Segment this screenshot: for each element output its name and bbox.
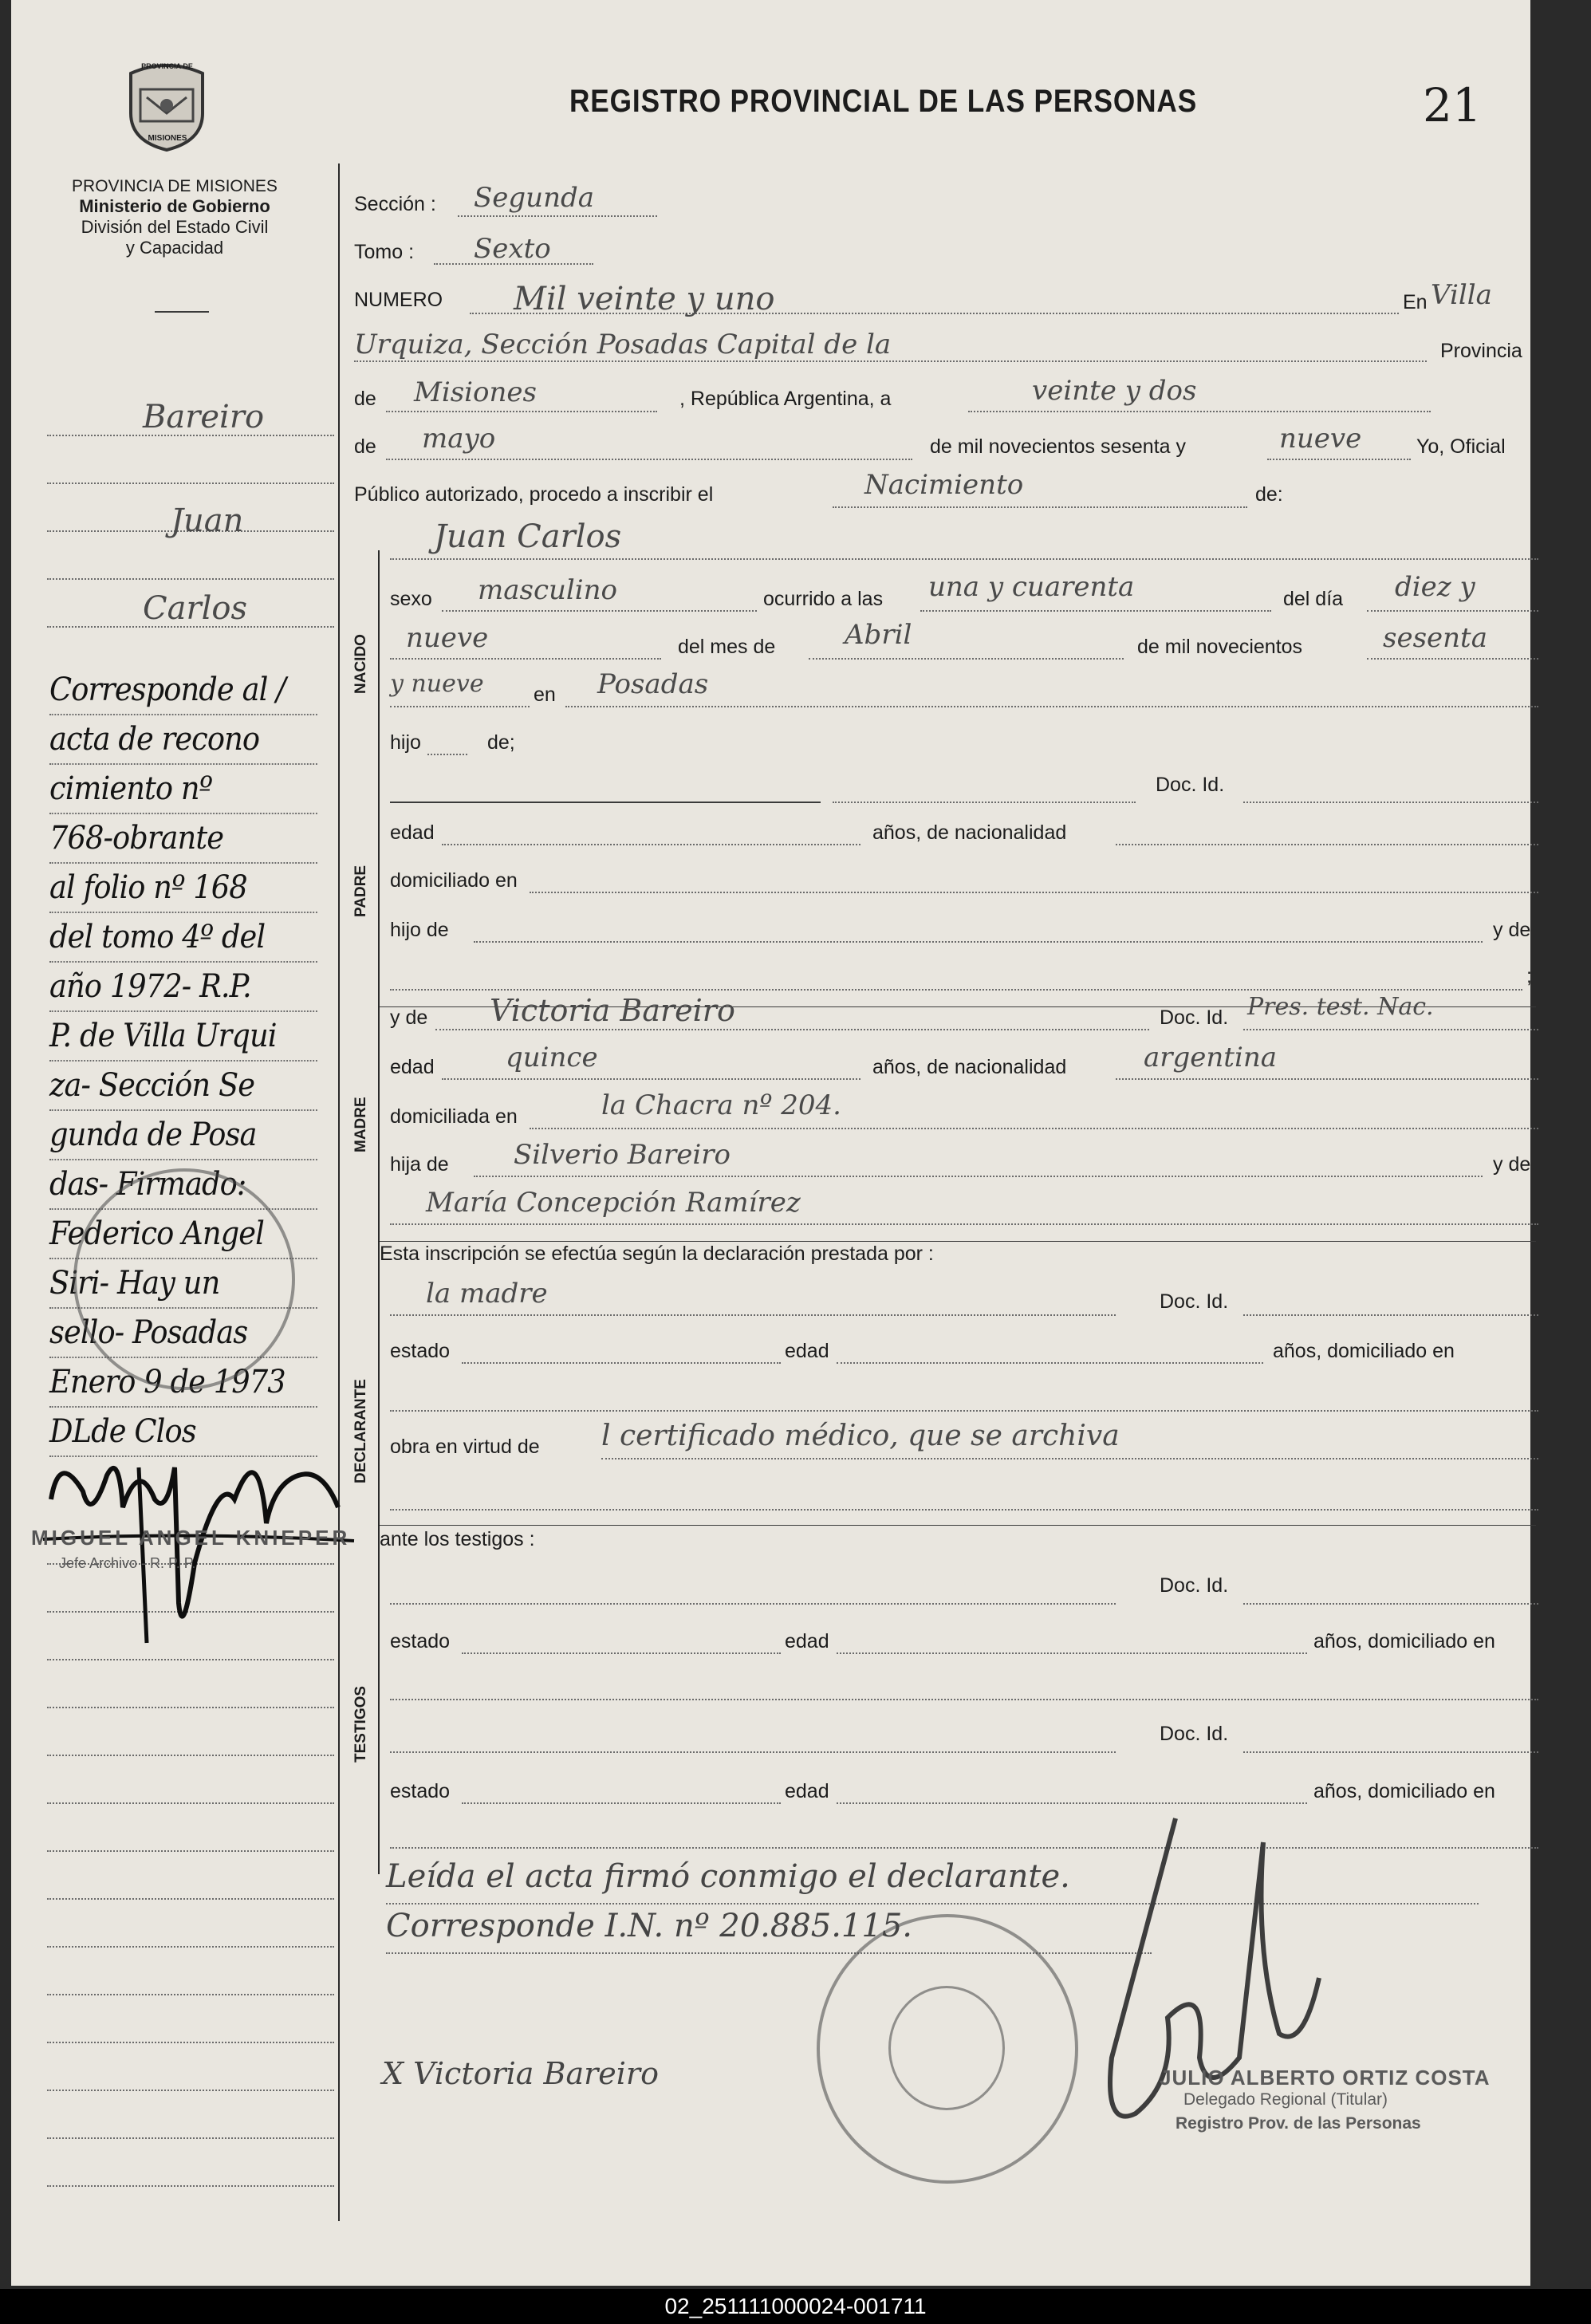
testigo1-estado-dots (462, 1652, 781, 1654)
left-header-line4: y Capacidad (125, 238, 224, 258)
padre-doc-dots (1243, 802, 1538, 803)
margin-annotation-line: Federico Angel (49, 1210, 317, 1259)
madre-dom-dots (530, 1128, 1538, 1129)
dia-nac-value-1: diez y (1395, 571, 1475, 603)
madre-madre-value: María Concepción Ramírez (426, 1187, 801, 1219)
seccion-label: Sección : (354, 193, 436, 215)
testigo1-dom-dots (390, 1699, 1538, 1700)
seccion-value: Segunda (474, 182, 595, 214)
ocurrido-label: ocurrido a las (763, 588, 884, 610)
testigo1-doc-label: Doc. Id. (1160, 1574, 1229, 1597)
testigo2-estado-dots (462, 1802, 781, 1804)
margin-surname: Bareiro (143, 399, 265, 435)
margin-stamp-title: Jefe Archivo - R. P. P. (59, 1555, 196, 1571)
madre-nombre-dots (435, 1029, 1149, 1030)
margin-annotation-line: gunda de Posa (49, 1111, 317, 1160)
testigo2-anios-label: años, domiciliado en (1313, 1780, 1495, 1802)
numero-value: Mil veinte y uno (514, 281, 775, 317)
mes-dots (386, 459, 912, 460)
margin-rule (47, 1898, 334, 1900)
declarante-edad-label: edad (785, 1340, 829, 1362)
testigos-ante-label: ante los testigos : (380, 1528, 535, 1550)
nombre-dots (390, 558, 1538, 560)
madre-rule (380, 1241, 1536, 1242)
provincia-dots (386, 411, 657, 412)
mes-nac-dots (809, 658, 1124, 660)
official-stamp-line3: Registro Prov. de las Personas (1176, 2114, 1421, 2133)
margin-annotation-line: al folio nº 168 (49, 864, 317, 913)
padre-hijo-de-label: hijo de (390, 919, 449, 941)
declarante-intro: Esta inscripción se efectúa según la declaración prestada por : (380, 1243, 934, 1265)
madre-hija-de-label: hija de (390, 1153, 449, 1176)
madre-doc-value: Pres. test. Nac. (1247, 993, 1434, 1021)
en-label: En (1403, 291, 1428, 313)
declarante-nombre-dots (390, 1314, 1116, 1316)
margin-rule (47, 483, 334, 484)
provincia-label: Provincia (1440, 340, 1522, 362)
madre-nac-dots (1116, 1078, 1538, 1080)
emblem-top-text: PROVINCIA DE (141, 62, 193, 70)
del-mes-label: del mes de (678, 636, 776, 658)
declarante-estado-label: estado (390, 1340, 451, 1362)
de-label-1: de (354, 388, 376, 410)
de-mil-nac-label: de mil novecientos (1137, 636, 1303, 658)
padre-y-de-label: y de (1493, 919, 1531, 941)
margin-annotation-line: del tomo 4º del (49, 913, 317, 963)
en-value-2: Urquiza, Sección Posadas Capital de la (354, 329, 892, 360)
declarante-anios-label: años, domiciliado en (1273, 1340, 1455, 1362)
testigo1-estado-label: estado (390, 1630, 451, 1652)
declarante-obra-value: l certificado médico, que se archiva (601, 1420, 1120, 1452)
declarante-doc-label: Doc. Id. (1160, 1290, 1229, 1313)
testigo2-doc-dots (1243, 1751, 1538, 1753)
margin-rule (47, 2042, 334, 2043)
margin-annotation-line: DLde Clos (49, 1408, 317, 1457)
anio-value: nueve (1279, 423, 1362, 455)
madre-y-de2-label: y de (1493, 1153, 1531, 1176)
closing-signature-x: X Victoria Bareiro (382, 2056, 659, 2091)
padre-y-de-dots (390, 989, 1522, 991)
margin-stamp-name: MIGUEL ANGEL KNIEPER (31, 1526, 351, 1550)
testigo1-nombre-dots (390, 1603, 1116, 1605)
madre-edad-label: edad (390, 1056, 435, 1078)
margin-rule (47, 1994, 334, 1995)
testigos-section-label: TESTIGOS (352, 1685, 369, 1763)
testigo1-edad-dots (837, 1652, 1307, 1654)
declarante-section-label: DECLARANTE (352, 1379, 369, 1483)
testigo2-dom-dots (390, 1847, 1538, 1849)
anio-nac-value-1: sesenta (1383, 622, 1487, 654)
en-value-1: Villa (1431, 279, 1492, 311)
testigo2-edad-label: edad (785, 1780, 829, 1802)
mes-value: mayo (422, 423, 496, 455)
padre-dom-dots (530, 892, 1538, 893)
de-label-2: de (354, 435, 376, 458)
padre-nac-dots (1116, 844, 1538, 845)
madre-madre-dots (390, 1223, 1538, 1225)
dia-dots (968, 411, 1431, 412)
hora-dots (920, 610, 1271, 612)
de-mil-label: de mil novecientos sesenta y (930, 435, 1187, 458)
acto-dots (833, 506, 1247, 508)
declarante-obra-label: obra en virtud de (390, 1436, 540, 1458)
margin-annotation-line: sello- Posadas (49, 1309, 317, 1358)
provincia-value: Misiones (414, 376, 537, 408)
margin-annotation-line: acta de recono (49, 715, 317, 765)
padre-section-label: PADRE (352, 865, 369, 917)
madre-doc-dots (1243, 1029, 1538, 1030)
testigo2-doc-label: Doc. Id. (1160, 1723, 1229, 1745)
padre-edad-label: edad (390, 821, 435, 844)
lugar-dots (354, 360, 1427, 362)
publico-label: Público autorizado, procedo a inscribir el (354, 483, 714, 506)
de2-label: de: (1255, 483, 1283, 506)
hora-value: una y cuarenta (928, 571, 1135, 603)
official-seal-inner (888, 1986, 1005, 2110)
document-title: REGISTRO PROVINCIAL DE LAS PERSONAS (569, 84, 1198, 119)
declarante-doc-dots (1243, 1314, 1538, 1316)
padre-domiciliado-label: domiciliado en (390, 869, 518, 892)
padre-nombre-dots (833, 802, 1136, 803)
nombre-value: Juan Carlos (434, 518, 622, 555)
republica-label: , República Argentina, a (679, 388, 892, 410)
lugar-nac-value: Posadas (597, 668, 709, 700)
seccion-dots (458, 215, 657, 217)
madre-domiciliada-label: domiciliada en (390, 1105, 518, 1128)
margin-annotation-line: Enero 9 de 1973 (49, 1358, 317, 1408)
province-emblem (123, 57, 211, 152)
padre-doc-label: Doc. Id. (1156, 774, 1225, 796)
declarante-obra-dots-2 (390, 1509, 1538, 1511)
nacido-section-label: NACIDO (352, 634, 369, 694)
official-stamp-line1: JULIO ALBERTO ORTIZ COSTA (1160, 2066, 1491, 2090)
declarante-edad-dots (837, 1362, 1263, 1364)
hijo-dots (427, 754, 467, 755)
lugar-nac-dots (565, 706, 1538, 707)
madre-hija-dots (474, 1176, 1483, 1177)
anio-dots (1267, 459, 1411, 460)
left-header-line2: Ministerio de Gobierno (79, 196, 270, 216)
margin-annotation-line: Corresponde al / (49, 666, 317, 715)
page-number: 21 (1423, 78, 1482, 132)
declarante-nombre-value: la madre (426, 1278, 548, 1310)
mes-nac-value: Abril (845, 619, 912, 651)
margin-name2: Carlos (143, 590, 247, 627)
margin-rule (47, 2090, 334, 2091)
tomo-value: Sexto (474, 233, 551, 265)
margin-rule (47, 2185, 334, 2187)
left-header-line3: División del Estado Civil (81, 217, 269, 237)
tomo-label: Tomo : (354, 241, 415, 263)
dia-nac-dots-2 (390, 658, 661, 660)
dia-nac-dots (1367, 610, 1538, 612)
testigo1-anios-label: años, domiciliado en (1313, 1630, 1495, 1652)
emblem-bottom-text: MISIONES (148, 134, 187, 143)
margin-rule (47, 1850, 334, 1852)
testigo1-edad-label: edad (785, 1630, 829, 1652)
margin-annotation-line: 768-obrante (49, 814, 317, 864)
left-header (11, 177, 338, 258)
hijo-label: hijo (390, 731, 421, 754)
left-header-line1: PROVINCIA DE MISIONES (72, 177, 278, 195)
declarante-rule (380, 1525, 1536, 1526)
closing-line1: Leída el acta firmó conmigo el declarante. (386, 1858, 1070, 1895)
madre-nacionalidad-value: argentina (1144, 1042, 1278, 1073)
margin-rule (47, 2137, 334, 2139)
certificate-page (11, 0, 1530, 2286)
sexo-dots (442, 610, 757, 612)
hijo-suffix: de; (487, 731, 515, 754)
testigo2-nombre-dots (390, 1751, 1116, 1753)
en-nac-label: en (534, 683, 556, 706)
madre-edad-value: quince (506, 1042, 598, 1073)
testigo2-estado-label: estado (390, 1780, 451, 1802)
madre-section-label: MADRE (352, 1097, 369, 1152)
margin-annotation-line: za- Sección Se (49, 1062, 317, 1111)
margin-seal (73, 1168, 295, 1390)
sexo-label: sexo (390, 588, 432, 610)
padre-anios-label: años, de nacionalidad (872, 821, 1067, 844)
margin-annotation-line: P. de Villa Urqui (49, 1012, 317, 1062)
dia-nac-value-2: nueve (406, 622, 489, 654)
margin-rule (47, 1755, 334, 1756)
numero-label: NUMERO (354, 289, 443, 311)
padre-hijo-dots (474, 941, 1483, 943)
anio-nac-value-2: y nueve (390, 670, 484, 698)
anio-nac-dots (1367, 658, 1538, 660)
dia-value: veinte y dos (1032, 375, 1197, 407)
margin-name1: Juan (171, 502, 244, 539)
testigo1-doc-dots (1243, 1603, 1538, 1605)
yo-label: Yo, Oficial (1416, 435, 1506, 458)
closing-line2: Corresponde I.N. nº 20.885.115. (386, 1908, 912, 1944)
madre-padre-value: Silverio Bareiro (514, 1139, 731, 1171)
declarante-obra-dots (601, 1458, 1538, 1459)
madre-domicilio-value: la Chacra nº 204. (601, 1089, 841, 1121)
margin-rule (47, 1802, 334, 1804)
padre-edad-dots (442, 844, 860, 845)
madre-y-de-label: y de (390, 1006, 428, 1029)
official-stamp-line2: Delegado Regional (Titular) (1183, 2090, 1388, 2109)
section-divider (378, 550, 380, 1874)
madre-edad-dots (442, 1078, 860, 1080)
nacido-rule (390, 802, 821, 803)
anio-nac-dots-2 (390, 706, 530, 707)
margin-rule (47, 1707, 334, 1708)
madre-doc-label: Doc. Id. (1160, 1006, 1229, 1029)
sexo-value: masculino (478, 574, 618, 606)
declarante-estado-dots (462, 1362, 781, 1364)
acto-value: Nacimiento (864, 469, 1024, 501)
margin-annotation-line: año 1972- R.P. (49, 963, 317, 1012)
file-id-bar: 02_251111000024-001711 (0, 2289, 1591, 2324)
margin-rule (47, 1946, 334, 1948)
margin-annotation-line: cimiento nº (49, 765, 317, 814)
margin-annotation-line: Siri- Hay un (49, 1259, 317, 1309)
margin-rule (47, 578, 334, 580)
madre-nombre-value: Victoria Bareiro (490, 993, 735, 1028)
del-dia-label: del día (1283, 588, 1344, 610)
padre-semicolon: ; (1526, 965, 1532, 987)
madre-anios-label: años, de nacionalidad (872, 1056, 1067, 1078)
margin-annotation-line: das- Firmado: (49, 1160, 317, 1210)
official-stamp (1160, 2066, 1491, 2133)
declarante-dom-dots (390, 1410, 1538, 1412)
left-header-rule (155, 311, 209, 313)
